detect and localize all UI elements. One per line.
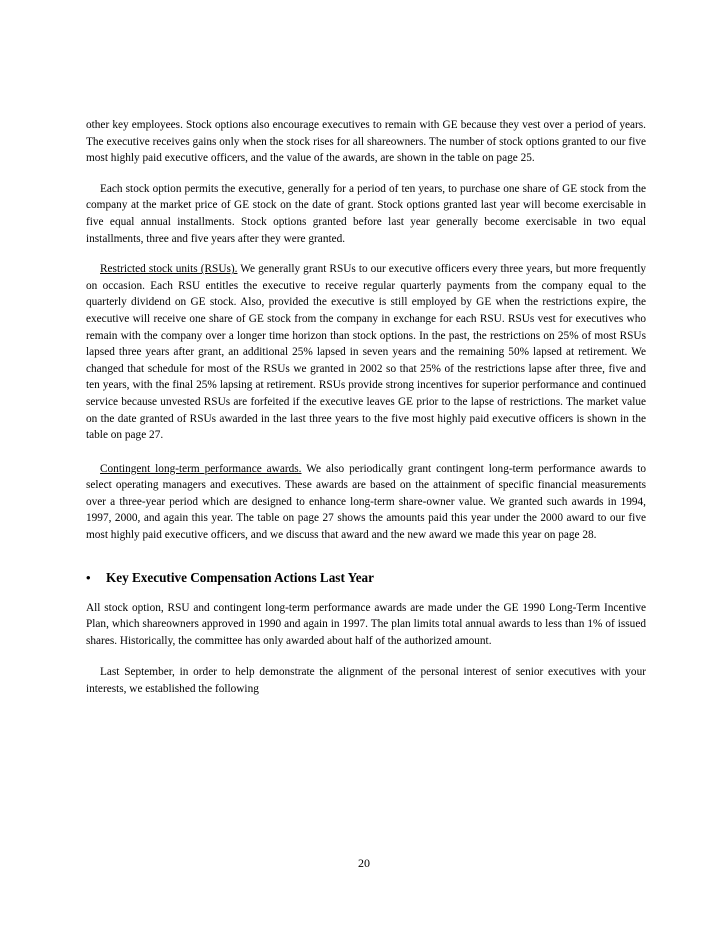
paragraph-stock-options-continued: other key employees. Stock options also encourage executives to remain with GE because they vest over a period of years. The executive receives gains only when the stock rises for all shareowners. The number of stock options granted to our five most highly paid executive officers, and the value of the awards, are shown in the table on page 25. — [86, 119, 646, 165]
section-heading-text: Key Executive Compensation Actions Last Year — [106, 569, 375, 585]
paragraph-last-september: Last September, in order to help demonstrate the alignment of the personal interest of senior executives with your interests, we established the following — [86, 666, 646, 696]
section-heading — [86, 569, 646, 587]
paragraph-contingent-awards — [86, 461, 646, 544]
paragraph-plan-description: All stock option, RSU and contingent long-term performance awards are made under the GE 1990 Long-Term Incentive Plan, which shareowners approved in 1990 and again in 1997. The plan limits total annual awards to less than 1% of issued shares. Historically, the committee has only awarded about half of the authorized amount. — [86, 601, 646, 647]
document-page — [86, 117, 646, 698]
paragraph-stock-option-terms: Each stock option permits the executive, generally for a period of ten years, to purchase one share of GE stock from the company at the market price of GE stock on the date of grant. Stock options granted last year will become exercisable in five equal annual installments. Stock options granted before last year generally become exercisable in two equal installments, three and five years after they were granted. — [86, 182, 646, 245]
rsu-body: We generally grant RSUs to our executive officers every three years, but more frequently on occasion. Each RSU entitles the executive to receive regular quarterly payments from the company equal to the quarterly dividend on GE stock. Also, provided the executive is still employed by GE when the restrictions expire, the executive will receive one share of GE stock from the company in exchange for each RSU. RSUs vest for executives who remain with the company over a longer time horizon than stock options. In the past, the restrictions on 25% of most RSUs lapsed three years after grant, an additional 25% lapsed in seven years and the remaining 50% lapsed at retirement. We changed that schedule for most of the RSUs we granted in 2002 so that 25% of the restrictions lapse after three, five and ten years, with the final 25% lapsing at retirement. RSUs provide strong incentives for superior performance and continued service because unvested RSUs are forfeited if the executive leaves GE prior to the lapse of restrictions. The market value on the date granted of RSUs awarded in the last three years to the five most highly paid executive officers is shown in the table on page 27. — [86, 263, 647, 442]
rsu-subheading: Restricted stock units (RSUs). — [100, 263, 238, 276]
page-number: 20 — [358, 856, 370, 870]
paragraph-rsus — [86, 261, 646, 444]
bullet-icon: • — [86, 569, 91, 585]
contingent-awards-body: We also periodically grant contingent long-term performance awards to select operating managers and executives. These awards are based on the attainment of specific financial measurements over a three-year period which are designed to enhance long-term share-owner value. We granted such awards in 1994, 1997, 2000, and again this year. The table on page 27 shows the amounts paid this year under the 2000 award to our five most highly paid executive officers, and we discuss that award and the new award we made this year on page 28. — [86, 462, 646, 542]
contingent-awards-subheading: Contingent long-term performance awards. — [100, 462, 302, 475]
